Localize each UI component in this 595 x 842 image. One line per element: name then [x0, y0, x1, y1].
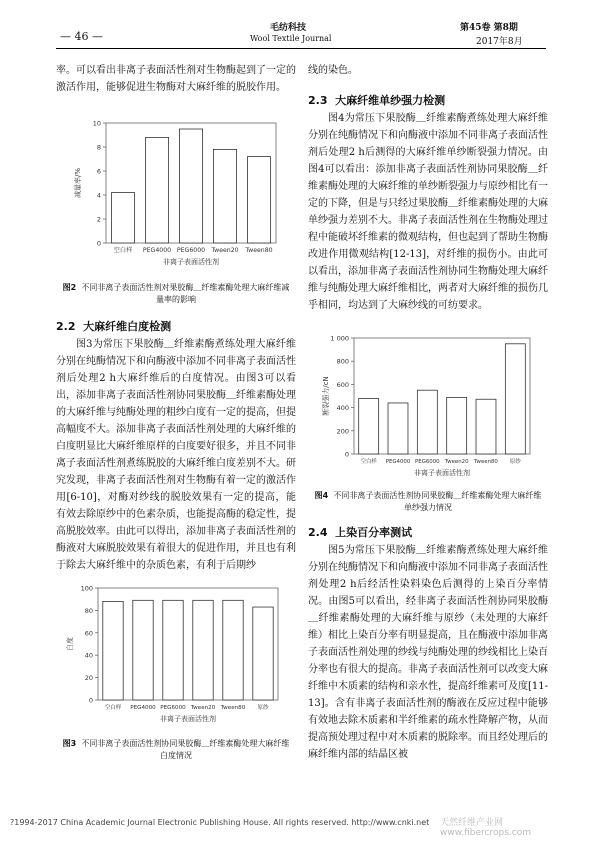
issue-date: 2017年8月 — [476, 37, 523, 47]
y-tick-label: 600 — [336, 380, 349, 389]
figure-4-label: 图4 — [314, 491, 329, 500]
x-tick-label: PEG6000 — [176, 247, 206, 254]
watermark: 天然纤维产业网 www.fibercrops.com — [440, 818, 531, 838]
section-2-3-body: 图4为常压下果胶酶＿纤维素酶煮练处理大麻纤维分别在纯酶情况下和向酶液中添加不同非离子表面活性剂后处理2 h后测得的大麻纤维单纱断裂强力情况。由图4可以看出：添加非离子表面活性剂协同果胶酶＿纤维素酶处理的大麻纤维的单纱断裂强力与原纱相比有一定的下降，但是与只经过果胶酶＿纤维素酶处理的大麻单纱强力差别不大。非离子表面活性剂在生物酶处理过程中能破坏纤维素的微观结构，但也起到了帮助生物酶改进作用微观结构[12-13]，对纤维的损伤小。由此可以看出，添加非离子表面活性剂协同生物酶处理大麻纤维与纯酶处理大麻纤维相比，两者对大麻纤维的损伤几乎相同，均达到了大麻纱线的可纺要求。 — [308, 113, 548, 311]
x-tick-label: 原纱 — [257, 705, 269, 711]
y-tick-label: 0 — [344, 450, 349, 459]
x-tick-label: 空白样 — [104, 705, 122, 711]
x-axis-label: 非离子表面活性剂 — [160, 715, 216, 723]
x-tick-label: 原纱 — [509, 459, 521, 465]
y-tick-label: 6 — [96, 167, 101, 176]
figure-3-caption-text: 不同非离子表面活性剂协同果胶酶＿纤维素酶处理大麻纤维白度情况 — [81, 739, 290, 760]
section-title: 大麻纤维单纱强力检测 — [335, 94, 446, 107]
continued-text: 线的染色。 — [308, 65, 358, 76]
bar — [103, 601, 123, 700]
section-2-4-body: 图5为常压下果胶酶＿纤维素酶煮练处理大麻纤维分别在纯酶情况下和向酶液中添加不同非离子表面活性剂处理2 h后经活性染料染色后测得的上染百分率情况。由图5可以看出，经非离子表面活性剂协同果胶酶＿纤维素酶处理的大麻纤维与原纱（未处理的大麻纤维）相比上染百分率有明显提高，且在酶液中添加非离子表面活性剂处理的纱线与纯酶处理的纱线相比上染百分率也有很大的提高。非离子表面活性剂可以改变大麻纤维中木质素的结构和亲水性，提高纤维素可及度[11-13]。含有非离子表面活性剂的酶液在反应过程中能够有效地去除木质素和半纤维素的疏水性降解产物，从而提高预处理过程中对木质素的脱除率。而且经处理后的麻纤维内部的结晶区被 — [308, 545, 549, 760]
figure-3-chart — [56, 580, 296, 730]
bar — [253, 607, 273, 700]
x-tick-label: PEG6000 — [160, 705, 186, 711]
plot-frame — [354, 338, 530, 454]
y-tick-label: 2 — [96, 215, 101, 224]
x-tick-label: Tween80 — [220, 705, 246, 711]
bar — [193, 600, 213, 700]
volume-issue: 第45卷 第8期 — [460, 23, 518, 33]
y-tick-label: 60 — [84, 629, 93, 638]
x-tick-label: Tween20 — [190, 705, 216, 711]
figure-4-chart — [308, 332, 548, 482]
plot-frame — [98, 588, 278, 700]
y-tick-label: 20 — [84, 674, 93, 683]
y-axis-label: 断裂强力/cN — [322, 376, 330, 416]
x-axis-label: 非离子表面活性剂 — [414, 469, 470, 477]
x-tick-label: Tween80 — [474, 459, 498, 465]
y-tick-label: 80 — [84, 606, 93, 615]
bar — [133, 600, 153, 700]
figure-2-caption-text: 不同非离子表面活性剂对果胶酶＿纤维素酶处理大麻纤维减量率的影响 — [81, 283, 290, 304]
figure-4-caption-text: 不同非离子表面活性剂协同果胶酶＿纤维素酶处理大麻纤维单纱强力情况 — [333, 491, 542, 512]
journal-name-cn: 毛纺科技 — [270, 23, 307, 33]
bar — [388, 403, 408, 454]
bar — [505, 344, 525, 454]
x-tick-label: PEG4000 — [130, 705, 156, 711]
copyright-footer: ?1994-2017 China Academic Journal Electronic Publishing House. All rights reserved. http://www.cnki.net — [10, 818, 430, 827]
bar — [223, 600, 243, 700]
page-number: — 46 — — [60, 30, 103, 43]
x-tick-label: Tween80 — [245, 247, 273, 254]
bar — [359, 399, 379, 454]
y-tick-label: 8 — [96, 143, 101, 152]
figure-4-caption — [312, 490, 544, 514]
figure-2-chart — [56, 115, 296, 275]
bar — [179, 129, 202, 243]
bar — [417, 390, 437, 454]
section-2-2-heading — [56, 318, 171, 334]
x-tick-label: Tween20 — [444, 459, 469, 465]
bar — [476, 399, 496, 454]
y-tick-label: 10 — [92, 119, 101, 128]
x-tick-label: 空白样 — [113, 247, 133, 254]
y-tick-label: 4 — [96, 191, 101, 200]
y-tick-label: 0 — [96, 239, 101, 248]
y-tick-label: 1 000 — [330, 334, 349, 343]
figure-3-label: 图3 — [62, 739, 77, 748]
figure-2-label: 图2 — [62, 283, 77, 292]
journal-name-en: Wool Textile Journal — [250, 34, 332, 43]
figure-2-caption — [60, 282, 292, 306]
section-title: 上染百分率测试 — [335, 526, 413, 539]
section-2-3-heading — [308, 92, 445, 108]
y-tick-label: 0 — [88, 696, 93, 705]
x-tick-label: PEG6000 — [415, 459, 440, 465]
y-tick-label: 100 — [80, 584, 93, 593]
bar — [213, 149, 236, 243]
section-number: 2.2 — [56, 320, 76, 333]
x-tick-label: PEG4000 — [385, 459, 411, 465]
y-axis-label: 白度 — [66, 637, 74, 651]
header-rule — [56, 48, 546, 49]
bar — [145, 137, 168, 243]
y-axis-label: 减量率/% — [74, 167, 82, 199]
bar — [111, 193, 134, 243]
x-tick-label: PEG4000 — [142, 247, 172, 254]
bar — [163, 600, 183, 700]
y-tick-label: 800 — [336, 357, 349, 366]
bar — [247, 157, 270, 243]
figure-3-caption — [60, 738, 292, 762]
x-axis-label: 非离子表面活性剂 — [163, 258, 219, 266]
y-tick-label: 200 — [336, 427, 349, 436]
section-number: 2.3 — [308, 94, 328, 107]
section-2-2-body: 图3为常压下果胶酶＿纤维素酶煮练处理大麻纤维分别在纯酶情况下和向酶液中添加不同非离子表面活性剂后处理2 h大麻纤维后的白度情况。由图3可以看出，添加非离子表面活性剂协同果胶酶＿纤维素酶处理的大麻纤维与纯酶处理的粗纱白度有一定的提高，但提高幅度不大。添加非离子表面活性剂处理的大麻纤维的白度明显比大麻纤维原样的白度要好很多，并且不同非离子表面活性剂煮练脱胶的大麻纤维白度差别不大。研究发现，非离子表面活性剂对生物酶有着一定的激活作用[6-10]，对酶对纱线的脱胶效果有一定的提高，能有效去除原纱中的色素杂质，也能提高酶的稳定性，提高脱胶效率。由此可以得出，添加非离子表面活性剂的酶液对大麻脱胶效果有着很大的促进作用，并且也有利于除去大麻纤维中的杂质色素，有利于后期纱 — [56, 339, 296, 571]
section-number: 2.4 — [308, 526, 328, 539]
y-tick-label: 400 — [336, 404, 349, 413]
intro-paragraph: 率。可以看出非离子表面活性剂对生物酶起到了一定的激活作用，能够促进生物酶对大麻纤维的脱胶作用。 — [56, 65, 296, 93]
x-tick-label: 空白样 — [360, 459, 377, 465]
section-2-4-heading — [308, 524, 412, 540]
x-tick-label: Tween20 — [211, 247, 239, 254]
section-title: 大麻纤维白度检测 — [83, 320, 172, 333]
bar — [447, 397, 467, 454]
y-tick-label: 40 — [84, 651, 93, 660]
